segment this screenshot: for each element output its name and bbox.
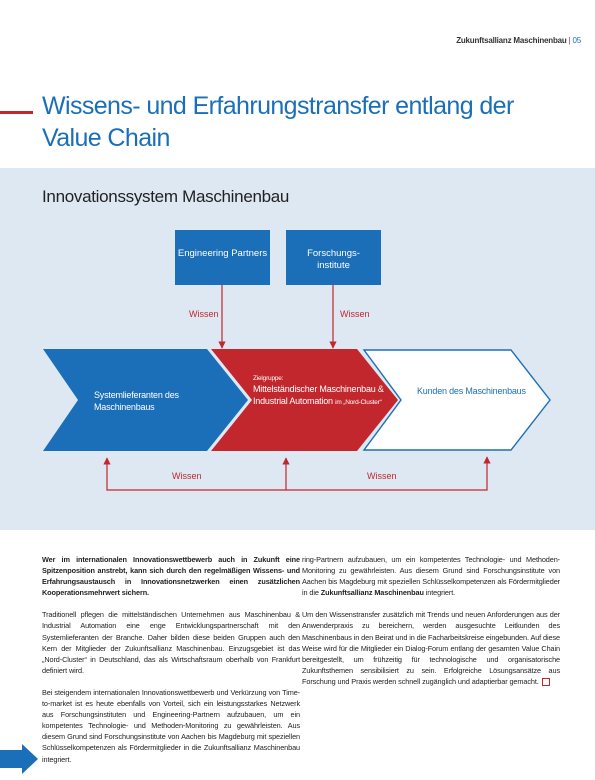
body-column-right — [302, 554, 560, 698]
feedback-line-right — [107, 457, 487, 490]
wissen-label-bottom-left: Wissen — [172, 471, 202, 481]
next-page-arrow-icon[interactable] — [0, 744, 40, 774]
running-header-separator: | — [568, 36, 571, 45]
chevron-2-small-label: Zielgruppe: — [253, 375, 284, 382]
body-paragraph-3: Bei steigendem internationalen Innovationswettbewerb und Verkürzung von Time-to-market ist es heute ebenfalls von Vorteil, sich ein leistungsstarkes Netzwerk aus Forschungsinstituten und Engineering-Partnern aufzubauen, um ein kompetentes Technologie- und Methoden-Monitoring zu gewährleisten. Aus diesem Grund sind Forschungsinstitute von Aachen bis Magdeburg mit speziellen Schlüsselkompetenzen als Fördermitglieder in die Zukunftsallianz Maschinenbau integriert. — [42, 687, 300, 764]
running-header — [456, 36, 581, 45]
body-column-left — [42, 554, 300, 764]
forschungsinstitute-label: Forschungs-institute — [307, 248, 360, 271]
page-number: 05 — [572, 36, 581, 45]
body-paragraph-3-continued: ring-Partnern aufzubauen, um ein kompetentes Technologie- und Methoden-Monitoring zu gewährleisten. Aus diesem Grund sind Forschungsinstitute von Aachen bis Magdeburg mit speziellen Schlüsselkompetenzen als Fördermitglieder in die Zukunftsallianz Maschinenbau integriert. — [302, 555, 560, 598]
lead-paragraph: Wer im internationalen Innovationswettbewerb auch in Zukunft eine Spitzenposition anstrebt, kann sich durch den regelmäßigen Wissens- und Erfahrungsaustausch in Innovationsnetzwerken einen zusätzlichen Kooperationsmehrwert sichern. — [42, 555, 300, 598]
diagram-title: Innovationssystem Maschinenbau — [42, 187, 290, 206]
wissen-label-engineering: Wissen — [189, 309, 219, 319]
wissen-label-forschung: Wissen — [340, 309, 370, 319]
page-title: Wissens- und Erfahrungstransfer entlang der Value Chain — [42, 92, 514, 152]
chevron-2-suffix-label: im „Nord-Cluster“ — [335, 399, 382, 406]
engineering-partners-label: Engineering Partners — [177, 248, 268, 259]
body-paragraph-2: Traditionell pflegen die mittelständischen Unternehmen aus Maschinenbau & Industrial Automation eine enge Entwicklungspartnerschaft mit den Systemlieferanten der Branche. Daher bilden diese beiden Gruppen auch den Kern der Mitglieder der Zukunftsallianz Maschinenbau. Einzugsgebiet ist das „Nord-Cluster“ in Deutschland, das als Wirtschaftsraum oberhalb von Frankfurt definiert wird. — [42, 610, 300, 675]
running-header-section: Zukunftsallianz Maschinenbau — [456, 36, 567, 45]
chevron-2-label — [253, 383, 408, 409]
innovation-system-diagram — [0, 168, 595, 530]
chevron-2-main-label: Mittelständischer Maschinenbau & Industrial Automation — [253, 384, 384, 406]
chevron-1-label: Systemlieferanten des Maschinenbaus — [94, 390, 179, 412]
body-paragraph-4-text: Um den Wissenstransfer zusätzlich mit Trends und neuen Anforderungen aus der Anwenderpraxis zu bereichern, werden ausgesuchte Leitkunden des Maschinenbaus in den Beirat und in die Facharbeitskreise eingebunden. Auf diese Weise wird für die Mitglieder ein Dialog-Forum entlang der gesamten Value Chain bereitgestellt, um frühzeitig für technologische und organisatorische Zukunftsthemen sensibilisiert zu sein. Erfolgreiche Lösungsansätze aus Forschung und Praxis werden schnell zugänglich und adaptierbar gemacht. — [302, 610, 560, 686]
title-accent-line — [0, 111, 33, 114]
end-of-article-icon — [542, 678, 550, 686]
body-paragraph-4 — [302, 609, 560, 687]
chevron-3-label: Kunden des Maschinenbaus — [417, 386, 526, 396]
wissen-label-bottom-right: Wissen — [367, 471, 397, 481]
